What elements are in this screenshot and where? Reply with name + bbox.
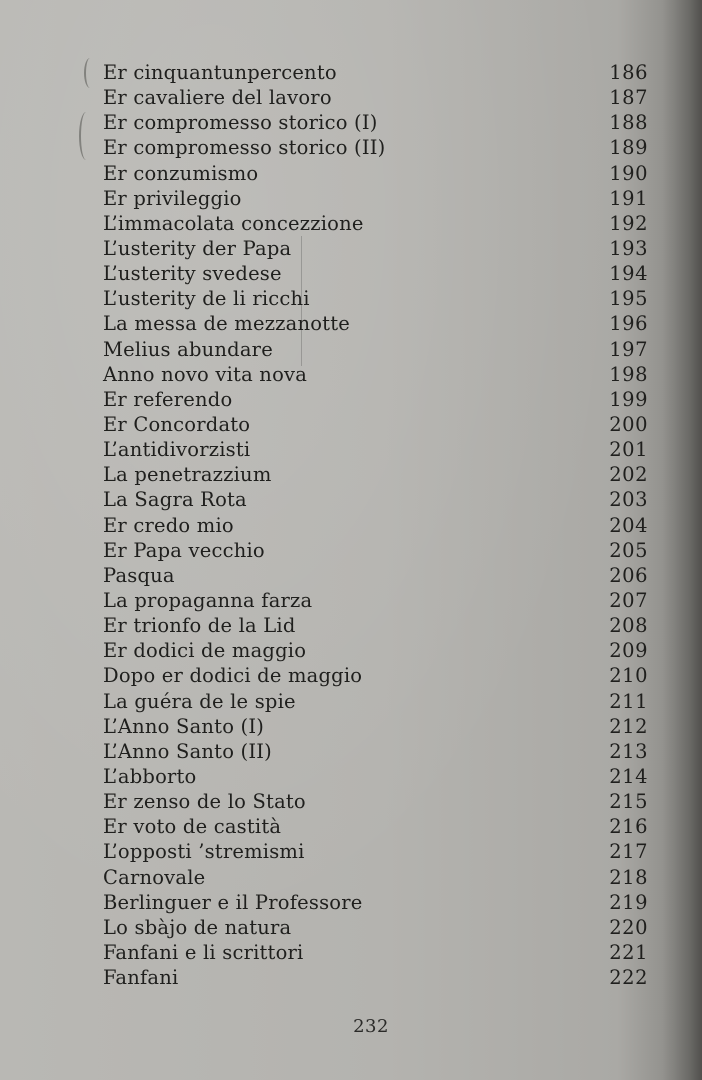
- toc-entry-page: 205: [609, 538, 648, 562]
- toc-entry-page: 212: [609, 714, 648, 738]
- toc-entry-page: 189: [609, 136, 648, 160]
- toc-entry-title: Er voto de castità: [103, 815, 282, 839]
- toc-entry-title: Er cavaliere del lavoro: [103, 86, 332, 110]
- toc-entry-page: 198: [609, 362, 648, 386]
- toc-entry-page: 219: [609, 890, 648, 914]
- toc-entry-page: 216: [609, 815, 648, 839]
- toc-entry: [103, 588, 651, 613]
- toc-entry: [103, 839, 651, 864]
- toc-entry-title: La messa de mezzanotte: [103, 312, 350, 336]
- toc-entry-title: Fanfani e li scrittori: [103, 940, 304, 964]
- toc-entry-page: 187: [609, 86, 648, 110]
- toc-entry: [103, 663, 651, 688]
- toc-entry: [103, 236, 651, 261]
- toc-entry: [103, 311, 651, 336]
- toc-entry-page: 196: [609, 312, 648, 336]
- toc-entry-title: Er dodici de maggio: [103, 639, 307, 663]
- toc-entry-page: 214: [609, 764, 648, 788]
- toc-entry-page: 192: [609, 211, 648, 235]
- toc-entry: [103, 689, 651, 714]
- toc-entry-page: 191: [609, 186, 648, 210]
- toc-entry-title: Melius abundare: [103, 337, 273, 361]
- toc-entry-page: 203: [609, 488, 648, 512]
- toc-entry-title: L’abborto: [103, 764, 197, 788]
- toc-entry-title: L’usterity svedese: [103, 262, 282, 286]
- toc-entry: [103, 714, 651, 739]
- toc-entry-page: 206: [609, 563, 648, 587]
- page-edge-shadow: [662, 0, 702, 1080]
- toc-entry: [103, 135, 651, 160]
- toc-entry-page: 215: [609, 790, 648, 814]
- toc-entry: [103, 890, 651, 915]
- toc-entry: [103, 965, 651, 990]
- toc-entry-title: La Sagra Rota: [103, 488, 247, 512]
- toc-entry-title: Er compromesso storico (I): [103, 111, 378, 135]
- toc-entry: [103, 487, 651, 512]
- toc-entry-page: 204: [609, 513, 648, 537]
- toc-entry-title: Er cinquantunpercento: [103, 61, 337, 84]
- toc-entry: [103, 513, 651, 538]
- toc-entry-title: Er Concordato: [103, 412, 251, 436]
- toc-entry-title: Lo sbàjo de natura: [103, 915, 292, 939]
- toc-entry-page: 209: [609, 639, 648, 663]
- toc-entry: [103, 865, 651, 890]
- toc-entry-page: 194: [609, 262, 648, 286]
- toc-entry-page: 200: [609, 412, 648, 436]
- toc-entry-page: 195: [609, 287, 648, 311]
- toc-entry: [103, 563, 651, 588]
- toc-entry: [103, 789, 651, 814]
- toc-entry-title: L’antidivorzisti: [103, 438, 251, 462]
- toc-entry-page: 197: [609, 337, 648, 361]
- toc-entry-page: 188: [609, 111, 648, 135]
- toc-entry-page: 218: [609, 865, 648, 889]
- toc-entry-page: 190: [609, 161, 648, 185]
- toc-entry-page: 201: [609, 438, 648, 462]
- toc-entry-title: L’Anno Santo (I): [103, 714, 265, 738]
- toc-entry-title: L’usterity de li ricchi: [103, 287, 310, 311]
- toc-entry-title: La propaganna farza: [103, 588, 313, 612]
- toc-entry: [103, 286, 651, 311]
- toc-entry-page: 193: [609, 236, 648, 260]
- toc-entry: [103, 412, 651, 437]
- toc-entry-title: L’immacolata concezzione: [103, 211, 364, 235]
- toc-entry-page: 222: [609, 966, 648, 990]
- toc-entry: [103, 638, 651, 663]
- toc-entry-title: Er zenso de lo Stato: [103, 790, 306, 814]
- toc-entry: [103, 764, 651, 789]
- toc-entry: [103, 387, 651, 412]
- toc-entry-page: 217: [609, 840, 648, 864]
- toc-entry: [103, 261, 651, 286]
- toc-entry-title: La penetrazzium: [103, 463, 272, 487]
- toc-entry: [103, 337, 651, 362]
- toc-entry-page: 207: [609, 588, 648, 612]
- toc-entry: [103, 211, 651, 236]
- toc-entry-title: Er referendo: [103, 387, 233, 411]
- toc-entry-title: La guéra de le spie: [103, 689, 296, 713]
- toc-entry-title: L’usterity der Papa: [103, 236, 292, 260]
- toc-entry-title: L’opposti ’stremismi: [103, 840, 305, 864]
- pencil-bracket-mark: [84, 58, 96, 88]
- toc-entry: [103, 60, 651, 85]
- toc-entry-title: Fanfani: [103, 966, 179, 990]
- toc-entry: [103, 940, 651, 965]
- toc-entry-title: Dopo er dodici de maggio: [103, 664, 363, 688]
- toc-entry: [103, 437, 651, 462]
- table-of-contents: [103, 60, 651, 990]
- toc-entry: [103, 814, 651, 839]
- toc-entry: [103, 613, 651, 638]
- toc-entry: [103, 362, 651, 387]
- page-number: 232: [353, 1016, 389, 1037]
- toc-entry: [103, 915, 651, 940]
- toc-entry: [103, 462, 651, 487]
- toc-entry-title: Pasqua: [103, 563, 175, 587]
- toc-entry-page: 213: [609, 739, 648, 763]
- toc-entry-title: Er trionfo de la Lid: [103, 614, 296, 638]
- toc-entry-page: 220: [609, 915, 648, 939]
- toc-entry: [103, 161, 651, 186]
- pencil-bracket-mark: [79, 112, 93, 160]
- toc-entry-title: Er compromesso storico (II): [103, 136, 386, 160]
- toc-entry-title: Er credo mio: [103, 513, 234, 537]
- toc-entry-title: Er Papa vecchio: [103, 538, 265, 562]
- toc-entry-title: L’Anno Santo (II): [103, 739, 272, 763]
- toc-entry: [103, 85, 651, 110]
- toc-entry-page: 211: [609, 689, 648, 713]
- toc-entry-page: 199: [609, 387, 648, 411]
- toc-entry-page: 208: [609, 614, 648, 638]
- toc-entry: [103, 110, 651, 135]
- toc-entry-title: Er privileggio: [103, 186, 242, 210]
- toc-entry-page: 221: [609, 940, 648, 964]
- toc-entry: [103, 186, 651, 211]
- toc-entry-title: Er conzumismo: [103, 161, 259, 185]
- toc-entry: [103, 538, 651, 563]
- toc-entry: [103, 739, 651, 764]
- toc-entry-page: 202: [609, 463, 648, 487]
- toc-entry-title: Anno novo vita nova: [103, 362, 308, 386]
- toc-entry-title: Berlinguer e il Professore: [103, 890, 363, 914]
- toc-entry-title: Carnovale: [103, 865, 206, 889]
- toc-entry-page: 210: [609, 664, 648, 688]
- toc-entry-page: 186: [609, 61, 648, 84]
